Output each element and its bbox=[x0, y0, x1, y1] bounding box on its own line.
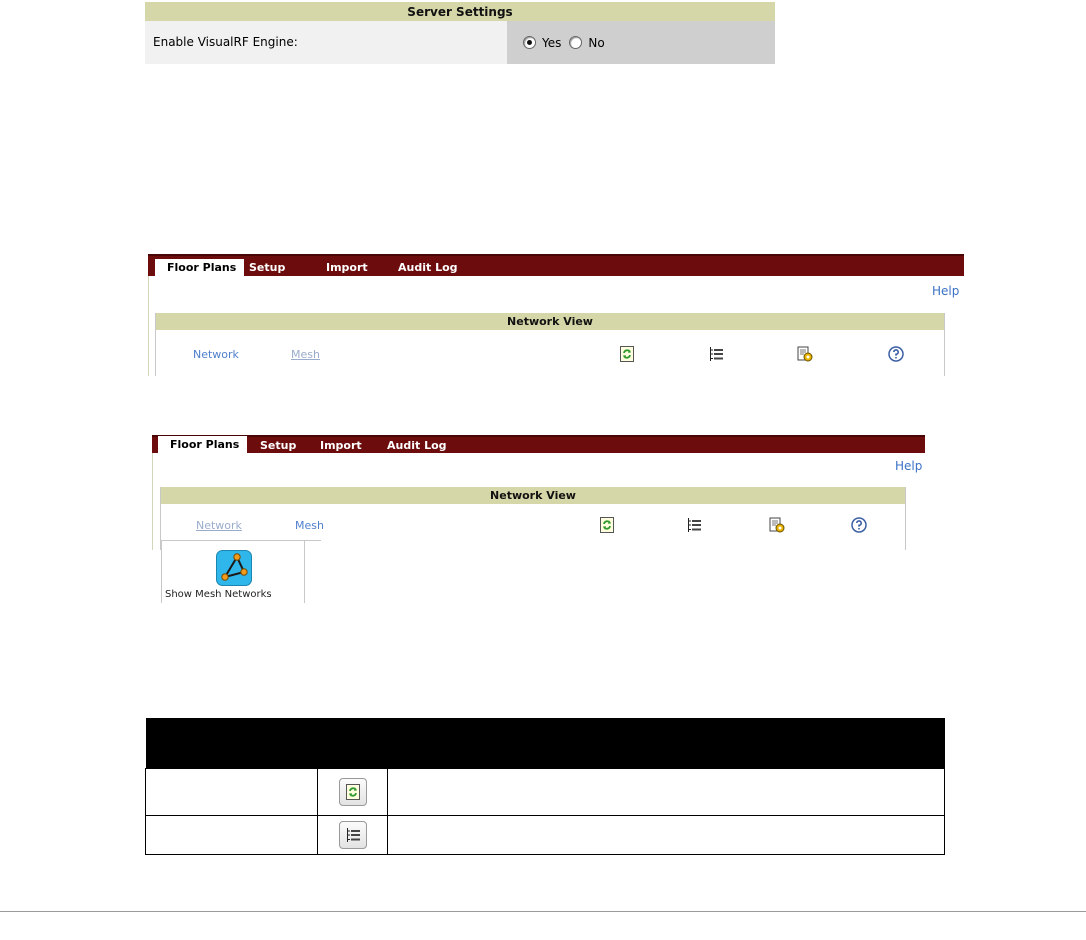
table-row bbox=[146, 816, 945, 855]
mesh-link[interactable]: Mesh bbox=[291, 348, 320, 361]
tab-floor-plans[interactable]: Floor Plans bbox=[158, 436, 247, 453]
mesh-network-icon bbox=[216, 550, 252, 586]
tab-setup[interactable]: Setup bbox=[260, 439, 297, 452]
mesh-view-panel bbox=[152, 435, 925, 550]
yes-radio[interactable] bbox=[523, 36, 536, 49]
footer-divider bbox=[0, 911, 1086, 912]
tree-list-icon bbox=[339, 821, 367, 849]
network-link[interactable]: Network bbox=[193, 348, 239, 361]
enable-visualrf-row bbox=[145, 21, 775, 64]
network-view-box bbox=[155, 313, 945, 376]
tree-list-icon[interactable] bbox=[686, 517, 702, 533]
help-circle-icon[interactable] bbox=[851, 517, 867, 533]
refresh-icon[interactable] bbox=[599, 517, 615, 533]
network-view-header: Network View bbox=[156, 313, 944, 330]
no-radio[interactable] bbox=[569, 36, 582, 49]
enable-visualrf-options bbox=[507, 21, 775, 64]
tab-import[interactable]: Import bbox=[320, 439, 362, 452]
help-link[interactable]: Help bbox=[932, 284, 960, 298]
network-view-header: Network View bbox=[161, 487, 905, 504]
help-circle-icon[interactable] bbox=[888, 346, 904, 362]
tab-setup[interactable]: Setup bbox=[249, 261, 286, 274]
network-link[interactable]: Network bbox=[196, 519, 242, 532]
table-header-row bbox=[146, 718, 945, 769]
table-row bbox=[146, 769, 945, 816]
mesh-link[interactable]: Mesh bbox=[295, 519, 324, 532]
enable-visualrf-label: Enable VisualRF Engine: bbox=[145, 21, 507, 64]
refresh-icon bbox=[339, 778, 367, 806]
icon-table bbox=[145, 718, 945, 855]
show-mesh-networks-label: Show Mesh Networks bbox=[165, 589, 272, 600]
server-settings-panel bbox=[145, 2, 775, 64]
tab-bar bbox=[152, 435, 925, 453]
network-view-panel bbox=[148, 254, 964, 376]
tab-bar bbox=[148, 254, 964, 276]
no-label: No bbox=[588, 35, 605, 50]
help-link[interactable]: Help bbox=[895, 459, 923, 473]
show-mesh-networks-button[interactable] bbox=[161, 541, 305, 603]
refresh-icon[interactable] bbox=[619, 346, 635, 362]
tab-floor-plans[interactable]: Floor Plans bbox=[155, 259, 244, 276]
tab-import[interactable]: Import bbox=[326, 261, 368, 274]
tab-audit-log[interactable]: Audit Log bbox=[387, 439, 447, 452]
tree-list-icon[interactable] bbox=[708, 346, 724, 362]
tab-audit-log[interactable]: Audit Log bbox=[398, 261, 458, 274]
server-settings-header: Server Settings bbox=[145, 2, 775, 21]
document-settings-icon[interactable] bbox=[769, 517, 785, 533]
yes-label: Yes bbox=[542, 35, 562, 50]
document-settings-icon[interactable] bbox=[797, 346, 813, 362]
